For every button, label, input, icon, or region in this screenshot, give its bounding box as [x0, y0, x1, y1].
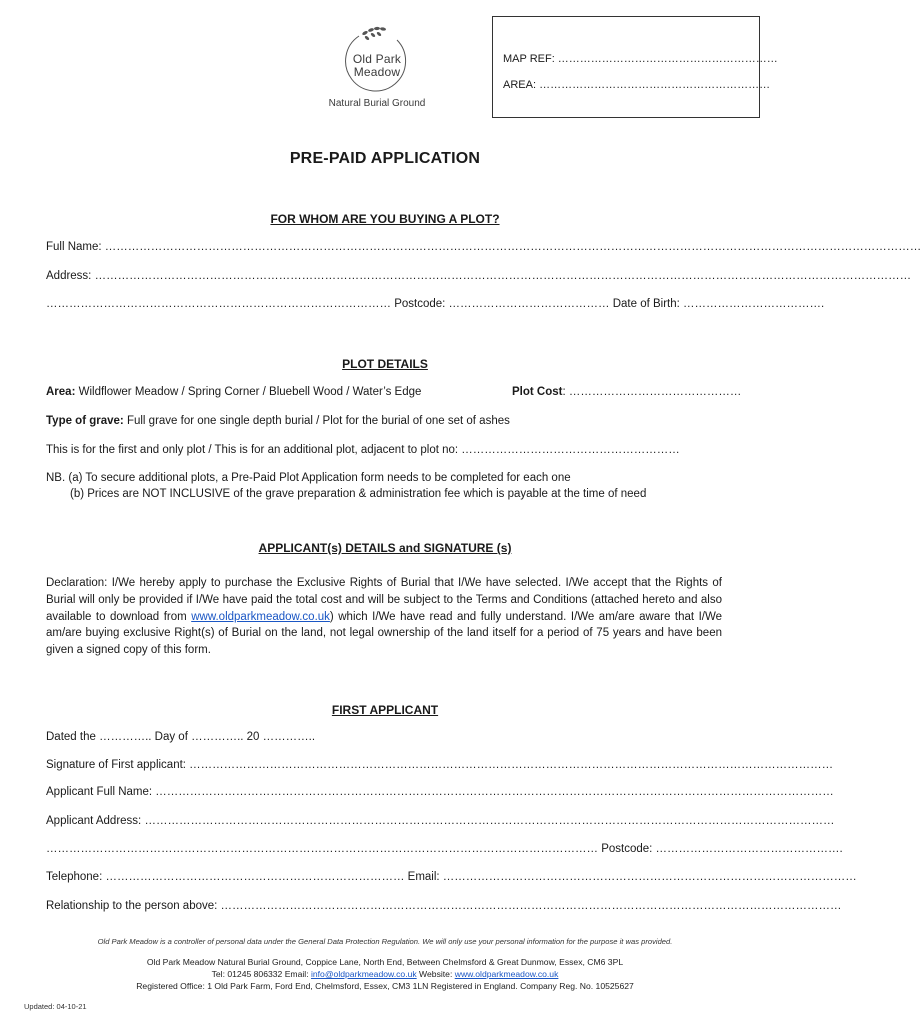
area-field[interactable]: AREA: ………………………………………………………	[503, 79, 771, 91]
type-of-grave-row	[46, 415, 724, 427]
section-heading-plot-details: PLOT DETAILS	[342, 357, 428, 371]
declaration-text-2: ) which I/We have read and fully understand. I/We am/are aware that I/We am/are buying exclusive Right(s) of Burial on the land, not legal ownership of the land itself for a period of 75 years and have been given a signed copy of this form.	[46, 610, 723, 657]
plot-cost-row	[512, 386, 742, 398]
address-postcode-dob-field[interactable]: ……………………………………………………………………………… Postcode: …………………………………… Date of Birth: ……………………………….	[46, 298, 825, 310]
applicant-address-postcode-field[interactable]: ……………………………………………………………………………………………………………………………… Postcode: ………………………………………….	[46, 843, 843, 855]
first-or-additional-plot-field[interactable]: This is for the first and only plot / This is for an additional plot, adjacent to plot no: …………………………………………………	[46, 444, 680, 456]
footer-tel: Tel: 01245 806332 Email:	[211, 969, 311, 979]
telephone-email-field[interactable]: Telephone: …………………………………………………………………… Email: ………………………………………………………………………………………………	[46, 871, 857, 883]
plot-cost-field[interactable]: : ………………………………………	[562, 386, 742, 398]
dated-field[interactable]: Dated the ………….. Day of ………….. 20 …………..	[46, 731, 316, 743]
page-title: PRE-PAID APPLICATION	[289, 150, 481, 167]
gdpr-notice: Old Park Meadow is a controller of personal data under the General Data Protection Regulation. We will only use your personal information for the purpose it was provided.	[97, 937, 673, 946]
logo-name-line1: Old Park	[352, 52, 402, 66]
type-of-grave-options[interactable]: Full grave for one single depth burial / Plot for the burial of one set of ashes	[123, 415, 510, 427]
type-of-grave-label: Type of grave:	[46, 415, 124, 427]
updated-date: Updated: 04-10-21	[24, 1002, 87, 1011]
footer-email-link[interactable]: info@oldparkmeadow.co.uk	[310, 969, 417, 979]
section-heading-first-applicant: FIRST APPLICANT	[331, 703, 439, 717]
applicant-address-field[interactable]: Applicant Address: ………………………………………………………………………………………………………………………………………………………………	[46, 815, 835, 827]
section-heading-applicants: APPLICANT(s) DETAILS and SIGNATURE (s)	[258, 541, 512, 555]
applicant-full-name-field[interactable]: Applicant Full Name: ……………………………………………………………………………………………………………………………………………………………	[46, 786, 834, 798]
footer-website-label: Website:	[416, 969, 455, 979]
declaration-text-1: Declaration: I/We hereby apply to purchase the Exclusive Rights of Burial that I/We have selected. I/We accept that the Rights of Burial will only be provided if I/We have paid the total cost and will be subject to the Terms and Conditions (attached hereto and also available to download from	[46, 577, 722, 623]
full-name-field[interactable]: Full Name: ……………………………………………………………………………………………………………………………………………………………………………………………	[46, 241, 921, 253]
section-heading-for-whom: FOR WHOM ARE YOU BUYING A PLOT?	[270, 212, 500, 226]
footer-address: Old Park Meadow Natural Burial Ground, Coppice Lane, North End, Between Chelmsford & Great Dunmow, Essex, CM6 3PL	[146, 957, 624, 967]
declaration-paragraph	[46, 575, 722, 659]
area-options[interactable]: Wildflower Meadow / Spring Corner / Bluebell Wood / Water’s Edge	[75, 386, 422, 398]
logo	[320, 20, 440, 116]
map-ref-field[interactable]: MAP REF: ……………………………………………………	[503, 53, 778, 65]
relationship-field[interactable]: Relationship to the person above: ………………………………………………………………………………………………………………………………………………	[46, 900, 842, 912]
map-ref-box	[492, 16, 778, 118]
footer-contact	[0, 969, 770, 979]
footer-website-link[interactable]: www.oldparkmeadow.co.uk	[454, 969, 559, 979]
terms-link[interactable]: www.oldparkmeadow.co.uk	[191, 610, 330, 623]
logo-subtitle: Natural Burial Ground	[328, 98, 426, 109]
area-label: Area:	[46, 386, 76, 398]
note-a: NB. (a) To secure additional plots, a Pre-Paid Plot Application form needs to be completed for each one	[46, 472, 571, 484]
note-b: (b) Prices are NOT INCLUSIVE of the grave preparation & administration fee which is payable at the time of need	[70, 488, 647, 500]
address-field[interactable]: Address: ……………………………………………………………………………………………………………………………………………………………………………………………	[46, 270, 912, 282]
footer-registered-office: Registered Office: 1 Old Park Farm, Ford End, Chelmsford, Essex, CM3 1LN Registered in England. Company Reg. No. 10525627	[136, 981, 634, 991]
signature-field[interactable]: Signature of First applicant: ……………………………………………………………………………………………………………………………………………………	[46, 759, 834, 771]
logo-name-line2: Meadow	[353, 65, 401, 79]
plot-cost-label: Plot Cost	[512, 386, 563, 398]
